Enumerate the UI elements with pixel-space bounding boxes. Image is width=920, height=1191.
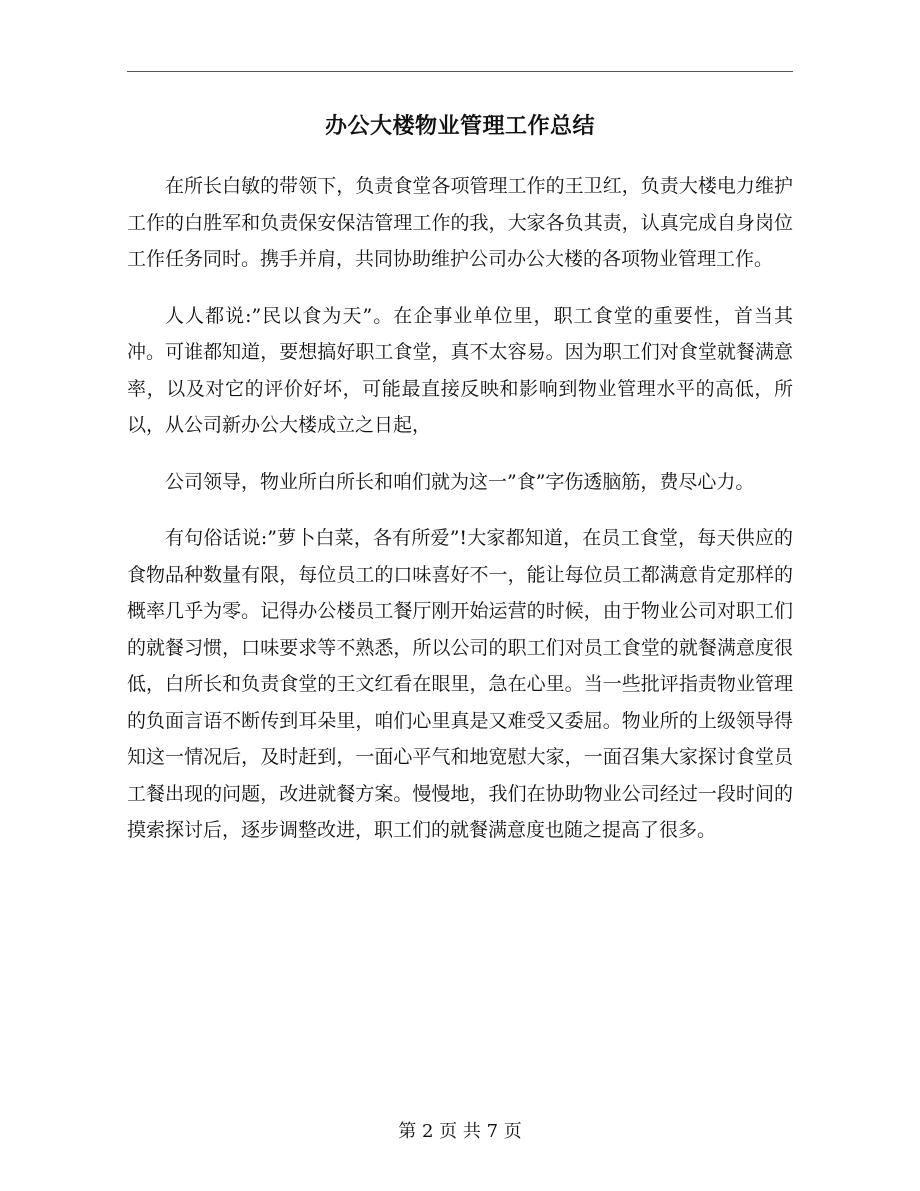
paragraph-2: 人人都说:”民以食为天”。在企事业单位里，职工食堂的重要性，首当其冲。可谁都知道，要想搞好职工食堂，真不太容易。因为职工们对食堂就餐满意率，以及对它的评价好坏，可能最直接反映和影响到物业管理水平的高低，所以，从公司新办公大楼成立之日起， [127, 304, 793, 436]
page-number: 第 2 页 共 7 页 [398, 1121, 522, 1142]
paragraph-3: 公司领导，物业所白所长和咱们就为这一”食”字伤透脑筋，费尽心力。 [165, 470, 755, 493]
header-rule [127, 71, 793, 72]
document-body [127, 168, 793, 869]
document-title: 办公大楼物业管理工作总结 [324, 113, 595, 139]
paragraph-4: 有句俗话说:”萝卜白菜，各有所爱”!大家都知道，在员工食堂，每天供应的食物品种数量有限，每位员工的口味喜好不一，能让每位员工都满意肯定那样的概率几乎为零。记得办公楼员工餐厅刚开始运营的时候，由于物业公司对职工们的就餐习惯，口味要求等不熟悉，所以公司的职工们对员工食堂的就餐满意度很低，白所长和负责食堂的王文红看在眼里，急在心里。当一些批评指责物业管理的负面言语不断传到耳朵里，咱们心里真是又难受又委屈。物业所的上级领导得知这一情况后，及时赶到，一面心平气和地宽慰大家，一面召集大家探讨食堂员工餐出现的问题，改进就餐方案。慢慢地，我们在协助物业公司经过一段时间的摸索探讨后，逐步调整改进，职工们的就餐满意度也随之提高了很多。 [127, 527, 793, 841]
paragraph-1: 在所长白敏的带领下，负责食堂各项管理工作的王卫红，负责大楼电力维护工作的白胜军和负责保安保洁管理工作的我，大家各负其责，认真完成自身岗位工作任务同时。携手并肩，共同协助维护公司办公大楼的各项物业管理工作。 [127, 175, 793, 270]
